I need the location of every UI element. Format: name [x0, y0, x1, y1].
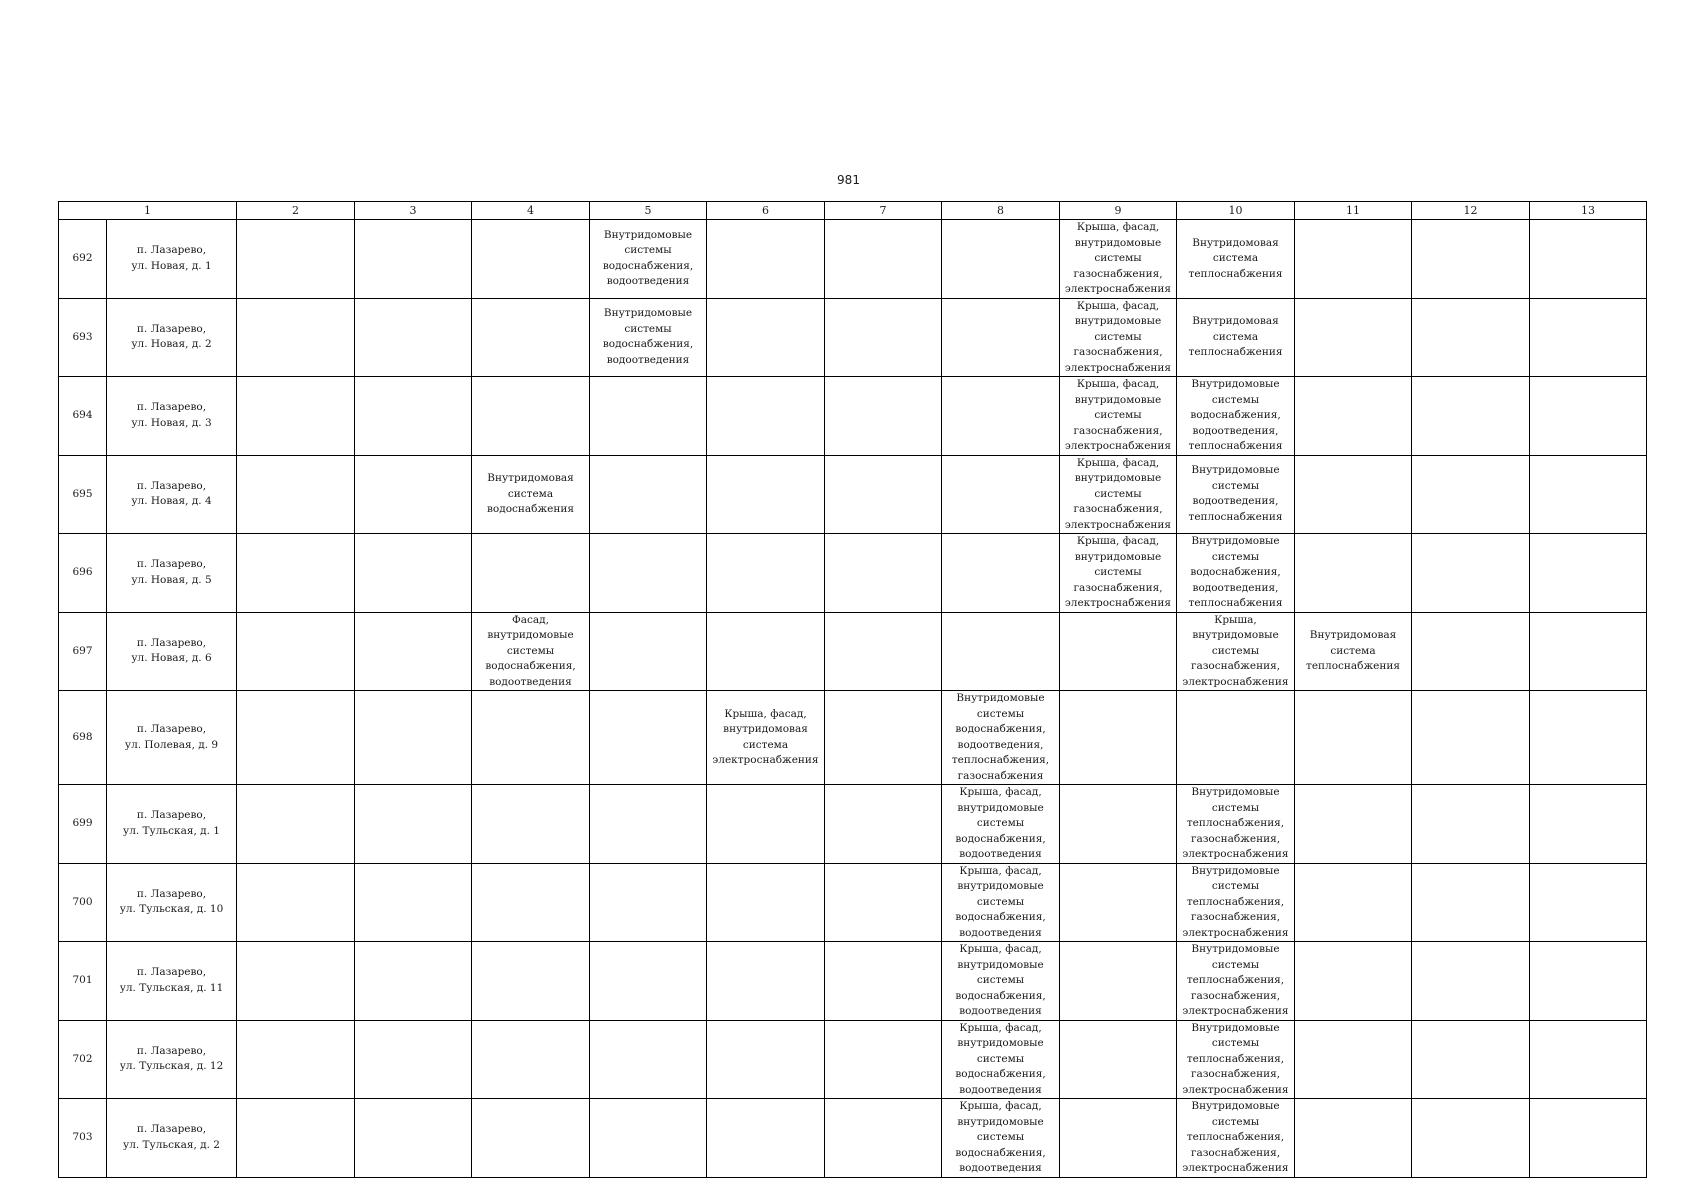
work-cell — [1060, 691, 1177, 785]
work-cell — [942, 1099, 1060, 1178]
table-row — [59, 534, 1647, 613]
work-cell — [1412, 298, 1530, 377]
work-cell — [1412, 377, 1530, 456]
column-header: 1 — [59, 202, 237, 220]
work-cell — [1060, 1020, 1177, 1099]
address-street: ул. Тульская, д. 10 — [119, 903, 224, 916]
table-row — [59, 220, 1647, 299]
address-cell — [107, 612, 237, 691]
work-description: Внутридомовые системы теплоснабжения, газоснабжения, электроснабжения — [1182, 943, 1289, 1017]
work-cell — [472, 1099, 590, 1178]
table-row — [59, 785, 1647, 864]
column-header: 8 — [942, 202, 1060, 220]
row-number: 703 — [59, 1099, 107, 1178]
work-cell — [707, 298, 825, 377]
header-row — [59, 202, 1647, 220]
work-cell — [237, 612, 355, 691]
work-cell — [1060, 220, 1177, 299]
work-cell — [1177, 1099, 1295, 1178]
page-number: 981 — [837, 173, 860, 187]
work-cell — [355, 1099, 472, 1178]
table-row — [59, 691, 1647, 785]
column-header: 6 — [707, 202, 825, 220]
address-cell — [107, 863, 237, 942]
work-cell — [707, 612, 825, 691]
work-cell — [1295, 377, 1412, 456]
column-header: 7 — [825, 202, 942, 220]
work-cell — [1295, 691, 1412, 785]
work-cell — [707, 377, 825, 456]
work-cell — [707, 942, 825, 1021]
work-cell — [1060, 785, 1177, 864]
work-cell — [1295, 1020, 1412, 1099]
column-header: 12 — [1412, 202, 1530, 220]
work-cell — [472, 863, 590, 942]
work-cell — [237, 220, 355, 299]
table-row — [59, 1020, 1647, 1099]
work-cell — [237, 1020, 355, 1099]
work-cell — [590, 220, 707, 299]
row-number: 701 — [59, 942, 107, 1021]
work-description: Внутридомовые системы теплоснабжения, газоснабжения, электроснабжения — [1182, 1100, 1289, 1174]
address-settlement: п. Лазарево, — [136, 479, 207, 492]
work-cell — [590, 298, 707, 377]
work-cell — [1530, 942, 1647, 1021]
column-header: 4 — [472, 202, 590, 220]
work-description: Крыша, фасад, внутридомовые системы водоснабжения, водоотведения — [955, 786, 1046, 860]
work-cell — [825, 612, 942, 691]
work-description: Крыша, фасад, внутридомовые системы водоснабжения, водоотведения — [955, 1021, 1046, 1096]
work-cell — [707, 691, 825, 785]
table-row — [59, 455, 1647, 534]
work-cell — [590, 534, 707, 613]
address-settlement: п. Лазарево, — [136, 401, 207, 414]
address-cell — [107, 691, 237, 785]
work-cell — [1060, 1099, 1177, 1178]
work-cell — [355, 612, 472, 691]
work-cell — [942, 691, 1060, 785]
address-cell — [107, 298, 237, 377]
work-cell — [590, 785, 707, 864]
row-number: 700 — [59, 863, 107, 942]
work-cell — [355, 534, 472, 613]
work-cell — [237, 1099, 355, 1178]
table-row — [59, 377, 1647, 456]
work-description: Внутридомовые системы водоснабжения, водоотведения, теплоснабжения — [1188, 535, 1283, 609]
work-cell — [472, 1020, 590, 1099]
table-row — [59, 612, 1647, 691]
work-cell — [707, 220, 825, 299]
work-description: Внутридомовые системы теплоснабжения, газоснабжения, электроснабжения — [1182, 864, 1289, 939]
address-cell — [107, 455, 237, 534]
work-cell — [1060, 377, 1177, 456]
work-cell — [825, 377, 942, 456]
work-description: Внутридомовая система теплоснабжения — [1188, 315, 1283, 358]
work-cell — [1177, 863, 1295, 942]
work-description: Внутридомовые системы водоснабжения, водоотведения, теплоснабжения, газоснабжения — [951, 692, 1050, 782]
work-cell — [707, 863, 825, 942]
work-cell — [825, 785, 942, 864]
work-cell — [237, 455, 355, 534]
work-cell — [1530, 1099, 1647, 1178]
work-cell — [1412, 612, 1530, 691]
work-cell — [1177, 377, 1295, 456]
work-cell — [825, 1020, 942, 1099]
address-settlement: п. Лазарево, — [136, 322, 207, 335]
work-description: Крыша, фасад, внутридомовые системы газоснабжения, электроснабжения — [1064, 456, 1172, 531]
work-cell — [1412, 1020, 1530, 1099]
work-cell — [1060, 612, 1177, 691]
work-description: Внутридомовая система водоснабжения — [487, 472, 574, 515]
work-description: Крыша, фасад, внутридомовые системы водоснабжения, водоотведения — [955, 864, 1046, 939]
column-header: 10 — [1177, 202, 1295, 220]
work-description: Крыша, фасад, внутридомовые системы газоснабжения, электроснабжения — [1064, 535, 1172, 609]
work-cell — [1177, 612, 1295, 691]
row-number: 699 — [59, 785, 107, 864]
work-cell — [1530, 612, 1647, 691]
work-description: Крыша, фасад, внутридомовые системы газоснабжения, электроснабжения — [1064, 221, 1172, 295]
work-description: Крыша, внутридомовые системы газоснабжения, электроснабжения — [1182, 613, 1289, 688]
address-settlement: п. Лазарево, — [136, 723, 207, 735]
work-description: Внутридомовые системы водоснабжения, водоотведения — [602, 228, 694, 288]
work-cell — [1412, 785, 1530, 864]
work-description: Внутридомовые системы теплоснабжения, газоснабжения, электроснабжения — [1182, 786, 1289, 860]
work-cell — [237, 534, 355, 613]
work-description: Внутридомовые системы водоснабжения, водоотведения — [602, 307, 694, 366]
work-cell — [1530, 220, 1647, 299]
address-street: ул. Тульская, д. 11 — [119, 981, 224, 994]
address-cell — [107, 1020, 237, 1099]
work-cell — [1530, 455, 1647, 534]
work-cell — [237, 942, 355, 1021]
work-cell — [1177, 298, 1295, 377]
work-cell — [942, 534, 1060, 613]
work-cell — [1530, 1020, 1647, 1099]
work-cell — [1530, 534, 1647, 613]
address-settlement: п. Лазарево, — [136, 1123, 207, 1136]
work-cell — [1295, 220, 1412, 299]
work-cell — [1177, 785, 1295, 864]
work-cell — [1530, 298, 1647, 377]
address-street: ул. Полевая, д. 9 — [124, 738, 219, 751]
work-description: Фасад, внутридомовые системы водоснабжения, водоотведения — [485, 613, 576, 688]
row-number: 697 — [59, 612, 107, 691]
work-cell — [825, 942, 942, 1021]
work-cell — [825, 863, 942, 942]
work-cell — [237, 691, 355, 785]
work-cell — [1412, 455, 1530, 534]
row-number: 692 — [59, 220, 107, 299]
work-cell — [1530, 691, 1647, 785]
address-settlement: п. Лазарево, — [136, 966, 207, 979]
work-cell — [1295, 785, 1412, 864]
work-cell — [1530, 785, 1647, 864]
work-cell — [1295, 612, 1412, 691]
work-cell — [1177, 220, 1295, 299]
address-street: ул. Тульская, д. 2 — [123, 1138, 220, 1151]
work-cell — [942, 455, 1060, 534]
work-cell — [707, 1099, 825, 1178]
work-cell — [355, 377, 472, 456]
table-row — [59, 1099, 1647, 1178]
work-cell — [1295, 1099, 1412, 1178]
work-cell — [942, 942, 1060, 1021]
work-cell — [825, 534, 942, 613]
work-cell — [590, 863, 707, 942]
address-cell — [107, 785, 237, 864]
work-cell — [590, 942, 707, 1021]
work-cell — [1060, 298, 1177, 377]
work-cell — [355, 691, 472, 785]
row-number: 702 — [59, 1020, 107, 1099]
work-description: Внутридомовые системы водоотведения, теплоснабжения — [1188, 464, 1283, 523]
address-street: ул. Тульская, д. 12 — [119, 1060, 224, 1073]
address-street: ул. Новая, д. 4 — [131, 495, 212, 508]
column-header: 2 — [237, 202, 355, 220]
work-description: Крыша, фасад, внутридомовые системы водоснабжения, водоотведения — [955, 943, 1046, 1017]
work-cell — [825, 298, 942, 377]
work-cell — [355, 298, 472, 377]
work-cell — [1177, 534, 1295, 613]
work-cell — [942, 377, 1060, 456]
work-cell — [825, 691, 942, 785]
work-cell — [942, 863, 1060, 942]
work-cell — [707, 455, 825, 534]
work-cell — [237, 863, 355, 942]
address-settlement: п. Лазарево, — [136, 636, 207, 649]
work-cell — [942, 1020, 1060, 1099]
work-cell — [1177, 1020, 1295, 1099]
work-cell — [472, 612, 590, 691]
work-cell — [472, 298, 590, 377]
work-cell — [942, 298, 1060, 377]
work-cell — [1060, 863, 1177, 942]
address-settlement: п. Лазарево, — [136, 809, 207, 822]
work-cell — [590, 455, 707, 534]
work-cell — [355, 863, 472, 942]
work-cell — [237, 298, 355, 377]
repair-schedule-table — [58, 201, 1647, 1178]
row-number: 695 — [59, 455, 107, 534]
work-cell — [1530, 863, 1647, 942]
work-cell — [1177, 691, 1295, 785]
work-cell — [707, 534, 825, 613]
work-cell — [590, 691, 707, 785]
work-cell — [590, 1020, 707, 1099]
work-cell — [472, 534, 590, 613]
row-number: 694 — [59, 377, 107, 456]
work-cell — [472, 785, 590, 864]
work-cell — [472, 377, 590, 456]
work-cell — [355, 220, 472, 299]
work-cell — [1060, 534, 1177, 613]
address-street: ул. Новая, д. 5 — [131, 573, 212, 586]
work-cell — [1060, 942, 1177, 1021]
work-cell — [355, 455, 472, 534]
work-description: Крыша, фасад, внутридомовые системы водоснабжения, водоотведения — [955, 1100, 1046, 1174]
work-cell — [707, 785, 825, 864]
table-body — [59, 220, 1647, 1178]
address-settlement: п. Лазарево, — [136, 244, 207, 257]
address-street: ул. Новая, д. 6 — [131, 652, 212, 665]
address-street: ул. Тульская, д. 1 — [123, 824, 220, 837]
work-cell — [942, 220, 1060, 299]
work-cell — [590, 1099, 707, 1178]
work-cell — [237, 377, 355, 456]
work-cell — [1412, 942, 1530, 1021]
work-cell — [355, 1020, 472, 1099]
work-cell — [1177, 942, 1295, 1021]
address-street: ул. Новая, д. 3 — [131, 416, 212, 429]
work-description: Крыша, фасад, внутридомовая система электроснабжения — [712, 707, 819, 766]
column-header: 11 — [1295, 202, 1412, 220]
work-cell — [942, 785, 1060, 864]
work-cell — [590, 377, 707, 456]
address-cell — [107, 942, 237, 1021]
work-cell — [1295, 534, 1412, 613]
column-header: 5 — [590, 202, 707, 220]
column-header: 3 — [355, 202, 472, 220]
work-description: Внутридомовые системы теплоснабжения, газоснабжения, электроснабжения — [1182, 1021, 1289, 1096]
work-cell — [942, 612, 1060, 691]
work-cell — [1412, 1099, 1530, 1178]
work-cell — [1295, 863, 1412, 942]
row-number: 698 — [59, 691, 107, 785]
work-description: Внутридомовая система теплоснабжения — [1306, 629, 1400, 672]
work-cell — [1295, 942, 1412, 1021]
work-description: Внутридомовые системы водоснабжения, водоотведения, теплоснабжения — [1188, 378, 1283, 452]
row-number: 696 — [59, 534, 107, 613]
work-cell — [1412, 534, 1530, 613]
work-cell — [1295, 455, 1412, 534]
work-cell — [355, 785, 472, 864]
work-description: Крыша, фасад, внутридомовые системы газоснабжения, электроснабжения — [1064, 299, 1172, 374]
work-cell — [1412, 863, 1530, 942]
work-cell — [1177, 455, 1295, 534]
address-cell — [107, 534, 237, 613]
table-row — [59, 298, 1647, 377]
work-cell — [825, 455, 942, 534]
work-cell — [825, 220, 942, 299]
address-cell — [107, 220, 237, 299]
column-header: 9 — [1060, 202, 1177, 220]
address-street: ул. Новая, д. 1 — [131, 259, 212, 272]
work-description: Внутридомовая система теплоснабжения — [1188, 236, 1283, 280]
address-settlement: п. Лазарево, — [136, 887, 207, 900]
address-settlement: п. Лазарево, — [136, 558, 207, 571]
work-cell — [237, 785, 355, 864]
work-cell — [707, 1020, 825, 1099]
work-cell — [1412, 691, 1530, 785]
address-street: ул. Новая, д. 2 — [131, 338, 212, 351]
column-header: 13 — [1530, 202, 1647, 220]
work-description: Крыша, фасад, внутридомовые системы газоснабжения, электроснабжения — [1064, 378, 1172, 452]
work-cell — [590, 612, 707, 691]
work-cell — [1060, 455, 1177, 534]
work-cell — [1530, 377, 1647, 456]
work-cell — [472, 455, 590, 534]
work-cell — [1295, 298, 1412, 377]
work-cell — [472, 220, 590, 299]
address-settlement: п. Лазарево, — [136, 1044, 207, 1057]
table-row — [59, 942, 1647, 1021]
table-row — [59, 863, 1647, 942]
work-cell — [1412, 220, 1530, 299]
address-cell — [107, 1099, 237, 1178]
work-cell — [825, 1099, 942, 1178]
work-cell — [472, 691, 590, 785]
work-cell — [355, 942, 472, 1021]
row-number: 693 — [59, 298, 107, 377]
work-cell — [472, 942, 590, 1021]
address-cell — [107, 377, 237, 456]
